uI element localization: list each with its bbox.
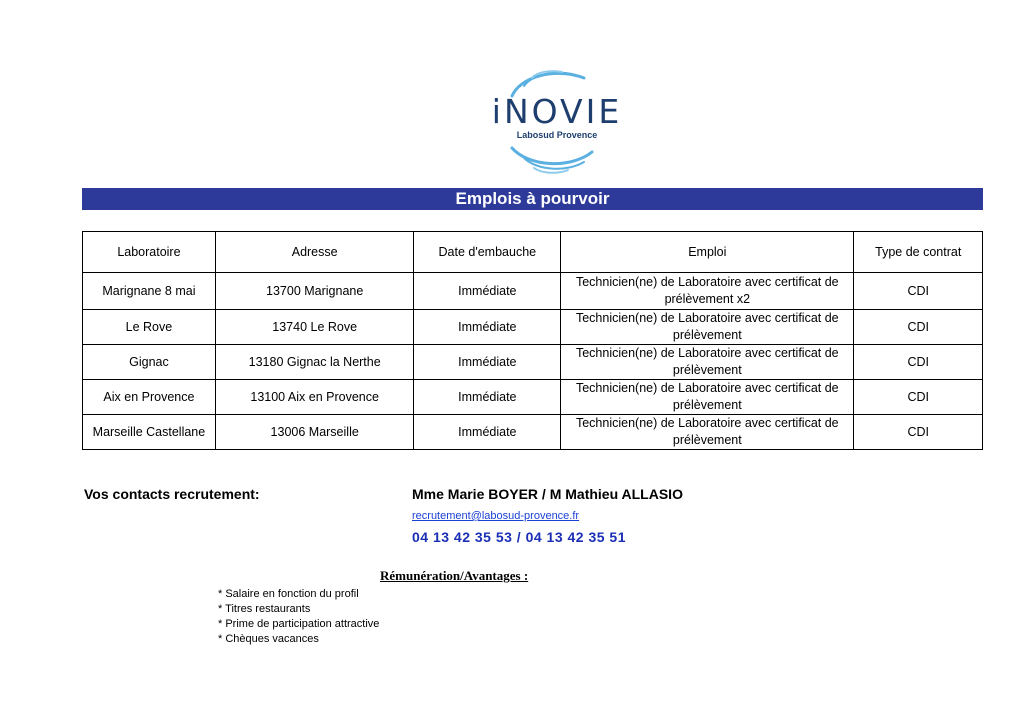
list-item: * Chèques vacances	[218, 633, 319, 645]
cell-emploi: Technicien(ne) de Laboratoire avec certificat de prélèvement	[561, 380, 854, 415]
cell-emploi: Technicien(ne) de Laboratoire avec certificat de prélèvement	[561, 310, 854, 345]
column-header-laboratoire: Laboratoire	[83, 232, 216, 273]
cell-emploi: Technicien(ne) de Laboratoire avec certificat de prélèvement	[561, 345, 854, 380]
cell-adresse: 13740 Le Rove	[215, 310, 414, 345]
cell-date: Immédiate	[414, 310, 561, 345]
cell-adresse: 13006 Marseille	[215, 415, 414, 450]
cell-laboratoire: Marignane 8 mai	[83, 273, 216, 310]
cell-laboratoire: Le Rove	[83, 310, 216, 345]
table-row	[83, 345, 983, 380]
page-title-banner: Emplois à pourvoir	[82, 188, 983, 210]
list-item: * Titres restaurants	[218, 603, 311, 615]
table-row	[83, 310, 983, 345]
contact-phones: 04 13 42 35 53 / 04 13 42 35 51	[412, 529, 627, 545]
cell-date: Immédiate	[414, 345, 561, 380]
cell-adresse: 13700 Marignane	[215, 273, 414, 310]
cell-date: Immédiate	[414, 415, 561, 450]
table-header-row	[83, 232, 983, 273]
remuneration-title: Rémunération/Avantages :	[380, 568, 529, 583]
cell-emploi: Technicien(ne) de Laboratoire avec certificat de prélèvement x2	[561, 273, 854, 310]
benefits-list	[218, 587, 379, 647]
cell-contrat: CDI	[854, 415, 983, 450]
cell-date: Immédiate	[414, 273, 561, 310]
table-row	[83, 415, 983, 450]
list-item: * Salaire en fonction du profil	[218, 588, 359, 600]
contacts-label: Vos contacts recrutement:	[84, 486, 260, 502]
table-row	[83, 380, 983, 415]
cell-adresse: 13100 Aix en Provence	[215, 380, 414, 415]
column-header-date: Date d'embauche	[414, 232, 561, 273]
jobs-table	[82, 231, 983, 450]
column-header-emploi: Emploi	[561, 232, 854, 273]
cell-contrat: CDI	[854, 273, 983, 310]
cell-date: Immédiate	[414, 380, 561, 415]
company-logo	[472, 66, 642, 178]
cell-contrat: CDI	[854, 380, 983, 415]
cell-contrat: CDI	[854, 345, 983, 380]
cell-laboratoire: Aix en Provence	[83, 380, 216, 415]
cell-laboratoire: Marseille Castellane	[83, 415, 216, 450]
contacts-names: Mme Marie BOYER / M Mathieu ALLASIO	[412, 486, 683, 502]
cell-laboratoire: Gignac	[83, 345, 216, 380]
logo-wordmark: iNOVIE	[491, 92, 623, 131]
list-item: * Prime de participation attractive	[218, 618, 380, 630]
logo-subtitle: Labosud Provence	[516, 130, 598, 140]
cell-contrat: CDI	[854, 310, 983, 345]
cell-emploi: Technicien(ne) de Laboratoire avec certificat de prélèvement	[561, 415, 854, 450]
cell-adresse: 13180 Gignac la Nerthe	[215, 345, 414, 380]
column-header-contrat: Type de contrat	[854, 232, 983, 273]
contact-email-link[interactable]: recrutement@labosud-provence.fr	[412, 510, 580, 522]
column-header-adresse: Adresse	[215, 232, 414, 273]
table-row	[83, 273, 983, 310]
